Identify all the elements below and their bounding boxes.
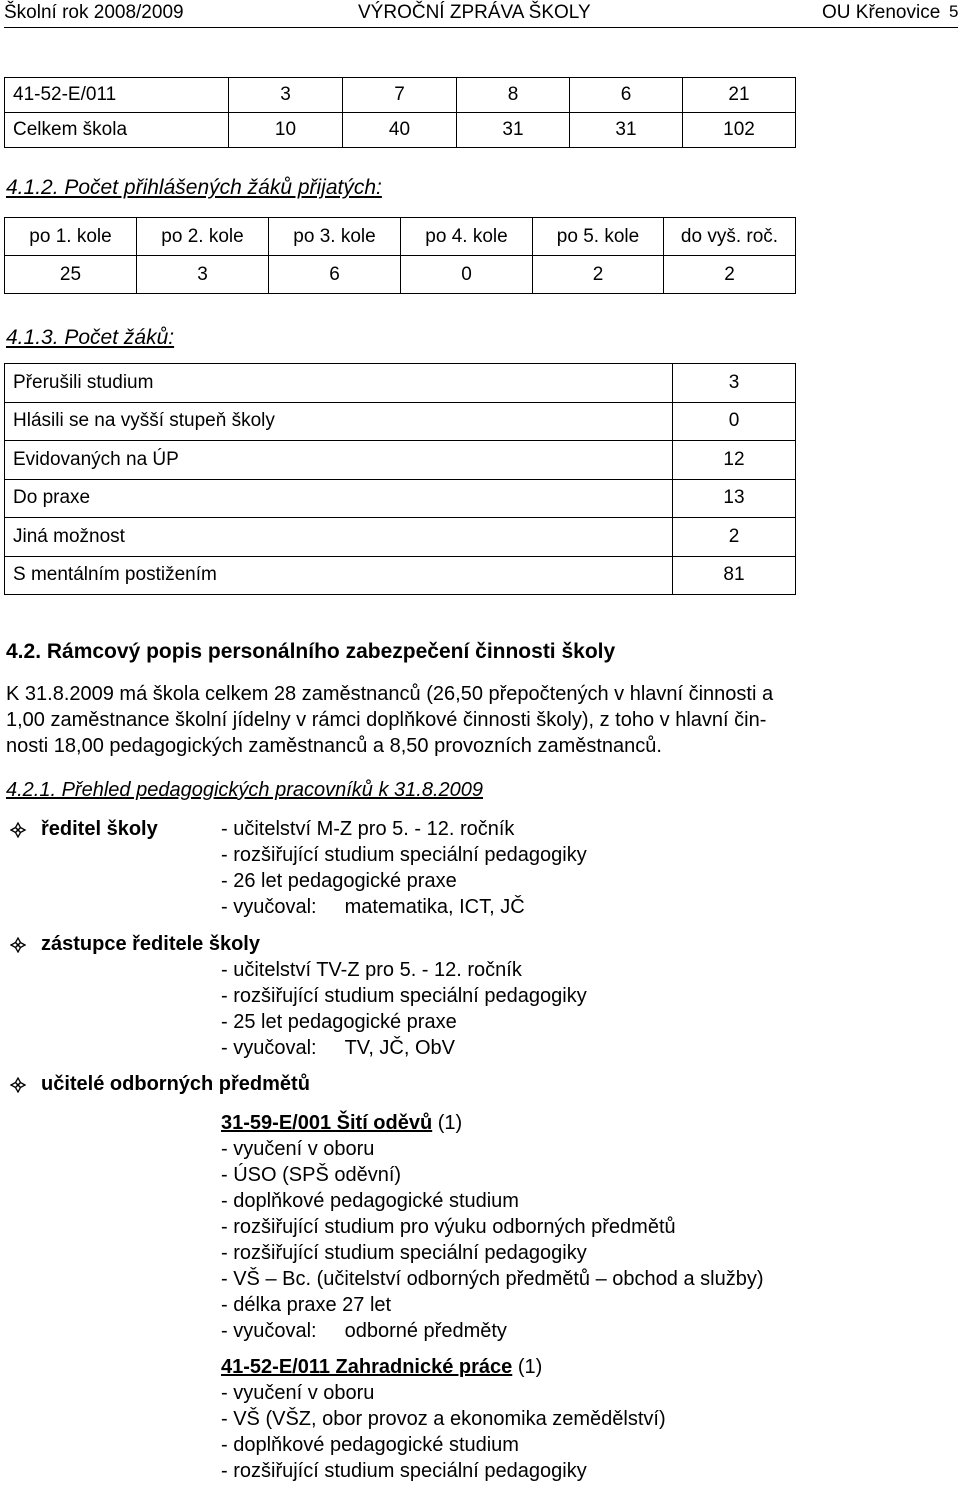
- paragraph-line: nosti 18,00 pedagogických zaměstnanců a 8,50 provozních zaměstnanců.: [6, 735, 662, 757]
- section-heading-4-1-3: 4.1.3. Počet žáků:: [6, 326, 175, 349]
- diamond-bullet-icon: [10, 822, 26, 838]
- table-row: [5, 556, 796, 595]
- qualification-line: - vyučení v oboru: [221, 1382, 375, 1404]
- table-cell: 3: [673, 364, 796, 403]
- table-row: [5, 479, 796, 518]
- taught-subjects-line: [221, 1319, 507, 1343]
- table-cell: 10: [229, 113, 343, 148]
- field-code: 31-59-E/001 Šití oděvů: [221, 1112, 433, 1134]
- qualification-line: - rozšiřující studium speciální pedagogiky: [221, 985, 587, 1007]
- taught-value: odborné předměty: [344, 1320, 507, 1342]
- page-header: [4, 0, 958, 28]
- qualification-line: - rozšiřující studium speciální pedagogiky: [221, 844, 587, 866]
- field-heading-siti-odevu: [221, 1111, 462, 1135]
- staff-summary-paragraph: [6, 681, 956, 759]
- table-cell: 31: [457, 113, 570, 148]
- qualification-line: - doplňkové pedagogické studium: [221, 1190, 519, 1212]
- qualification-line: - učitelství TV-Z pro 5. - 12. ročník: [221, 959, 522, 981]
- qualification-line: - VŠ – Bc. (učitelství odborných předmětů – obchod a služby): [221, 1268, 764, 1290]
- paragraph-line: 1,00 zaměstnance školní jídelny v rámci doplňkové činnosti školy), z toho v hlavní čin-: [6, 709, 767, 731]
- table-cell: Celkem škola: [5, 113, 229, 148]
- field-count: (1): [512, 1356, 543, 1378]
- table-cell: 13: [673, 479, 796, 518]
- qualification-line: - VŠ (VŠZ, obor provoz a ekonomika zemědělství): [221, 1408, 666, 1430]
- table-cell: Přerušili studium: [5, 364, 673, 403]
- table-accepted-students: [4, 217, 796, 294]
- table-row: [5, 113, 796, 148]
- table-cell: Evidovaných na ÚP: [5, 441, 673, 480]
- field-count: (1): [432, 1112, 463, 1134]
- taught-subjects-line: [221, 1036, 455, 1060]
- table-student-counts: [4, 363, 796, 595]
- table-cell: 0: [401, 256, 533, 294]
- header-school-year: Školní rok 2008/2009: [4, 2, 184, 23]
- taught-value: TV, JČ, ObV: [344, 1037, 456, 1059]
- diamond-bullet-icon: [10, 1077, 26, 1093]
- column-header: po 4. kole: [401, 218, 533, 256]
- table-cell: 25: [5, 256, 137, 294]
- taught-label: - vyučoval:: [221, 896, 317, 918]
- qualification-line: - rozšiřující studium speciální pedagogiky: [221, 1460, 587, 1482]
- diamond-bullet-icon: [10, 937, 26, 953]
- paragraph-line: K 31.8.2009 má škola celkem 28 zaměstnanců (26,50 přepočtených v hlavní činnosti a: [6, 683, 774, 705]
- field-code: 41-52-E/011 Zahradnické práce: [221, 1356, 513, 1378]
- field-heading-zahradnicke-prace: [221, 1355, 542, 1379]
- table-row: [5, 364, 796, 403]
- table-header-row: [5, 218, 796, 256]
- table-row: [5, 518, 796, 557]
- table-cell: 0: [673, 402, 796, 441]
- section-heading-4-2: 4.2. Rámcový popis personálního zabezpečení činnosti školy: [6, 640, 616, 663]
- table-row: [5, 256, 796, 294]
- qualification-line: - vyučení v oboru: [221, 1138, 375, 1160]
- table-cell: Jiná možnost: [5, 518, 673, 557]
- table-cell: 40: [343, 113, 457, 148]
- qualification-line: - doplňkové pedagogické studium: [221, 1434, 519, 1456]
- table-cell: 6: [570, 78, 683, 113]
- section-heading-4-2-1: 4.2.1. Přehled pedagogických pracovníků k 31.8.2009: [6, 779, 483, 801]
- role-director: ředitel školy: [41, 818, 158, 840]
- column-header: po 5. kole: [533, 218, 664, 256]
- taught-label: - vyučoval:: [221, 1320, 317, 1342]
- column-header: do vyš. roč.: [664, 218, 796, 256]
- table-students-by-field: [4, 77, 796, 148]
- table-cell: 3: [137, 256, 269, 294]
- table-row: [5, 78, 796, 113]
- header-page-number: 5: [949, 2, 959, 21]
- header-school-name: OU Křenovice: [822, 2, 941, 23]
- header-report-title: VÝROČNÍ ZPRÁVA ŠKOLY: [358, 2, 591, 23]
- table-cell: Hlásili se na vyšší stupeň školy: [5, 402, 673, 441]
- qualification-line: - 25 let pedagogické praxe: [221, 1011, 457, 1033]
- table-cell: 21: [683, 78, 796, 113]
- table-cell: 41-52-E/011: [5, 78, 229, 113]
- taught-label: - vyučoval:: [221, 1037, 317, 1059]
- table-cell: 102: [683, 113, 796, 148]
- table-cell: 81: [673, 556, 796, 595]
- table-cell: 2: [533, 256, 664, 294]
- table-cell: 7: [343, 78, 457, 113]
- role-deputy-director: zástupce ředitele školy: [41, 933, 260, 955]
- table-cell: Do praxe: [5, 479, 673, 518]
- qualification-line: - rozšiřující studium speciální pedagogiky: [221, 1242, 587, 1264]
- section-heading-4-1-2: 4.1.2. Počet přihlášených žáků přijatých:: [6, 176, 382, 199]
- table-cell: 2: [673, 518, 796, 557]
- role-vocational-teachers: učitelé odborných předmětů: [41, 1073, 310, 1095]
- column-header: po 2. kole: [137, 218, 269, 256]
- qualification-line: - učitelství M-Z pro 5. - 12. ročník: [221, 818, 515, 840]
- table-cell: 12: [673, 441, 796, 480]
- table-row: [5, 402, 796, 441]
- table-cell: 2: [664, 256, 796, 294]
- taught-subjects-line: [221, 895, 525, 919]
- table-cell: 3: [229, 78, 343, 113]
- column-header: po 3. kole: [269, 218, 401, 256]
- qualification-line: - rozšiřující studium pro výuku odborných předmětů: [221, 1216, 676, 1238]
- table-cell: 31: [570, 113, 683, 148]
- table-cell: 6: [269, 256, 401, 294]
- qualification-line: - ÚSO (SPŠ oděvní): [221, 1164, 402, 1186]
- taught-value: matematika, ICT, JČ: [344, 896, 525, 918]
- qualification-line: - délka praxe 27 let: [221, 1294, 392, 1316]
- table-row: [5, 441, 796, 480]
- table-cell: 8: [457, 78, 570, 113]
- table-cell: S mentálním postižením: [5, 556, 673, 595]
- column-header: po 1. kole: [5, 218, 137, 256]
- qualification-line: - 26 let pedagogické praxe: [221, 870, 457, 892]
